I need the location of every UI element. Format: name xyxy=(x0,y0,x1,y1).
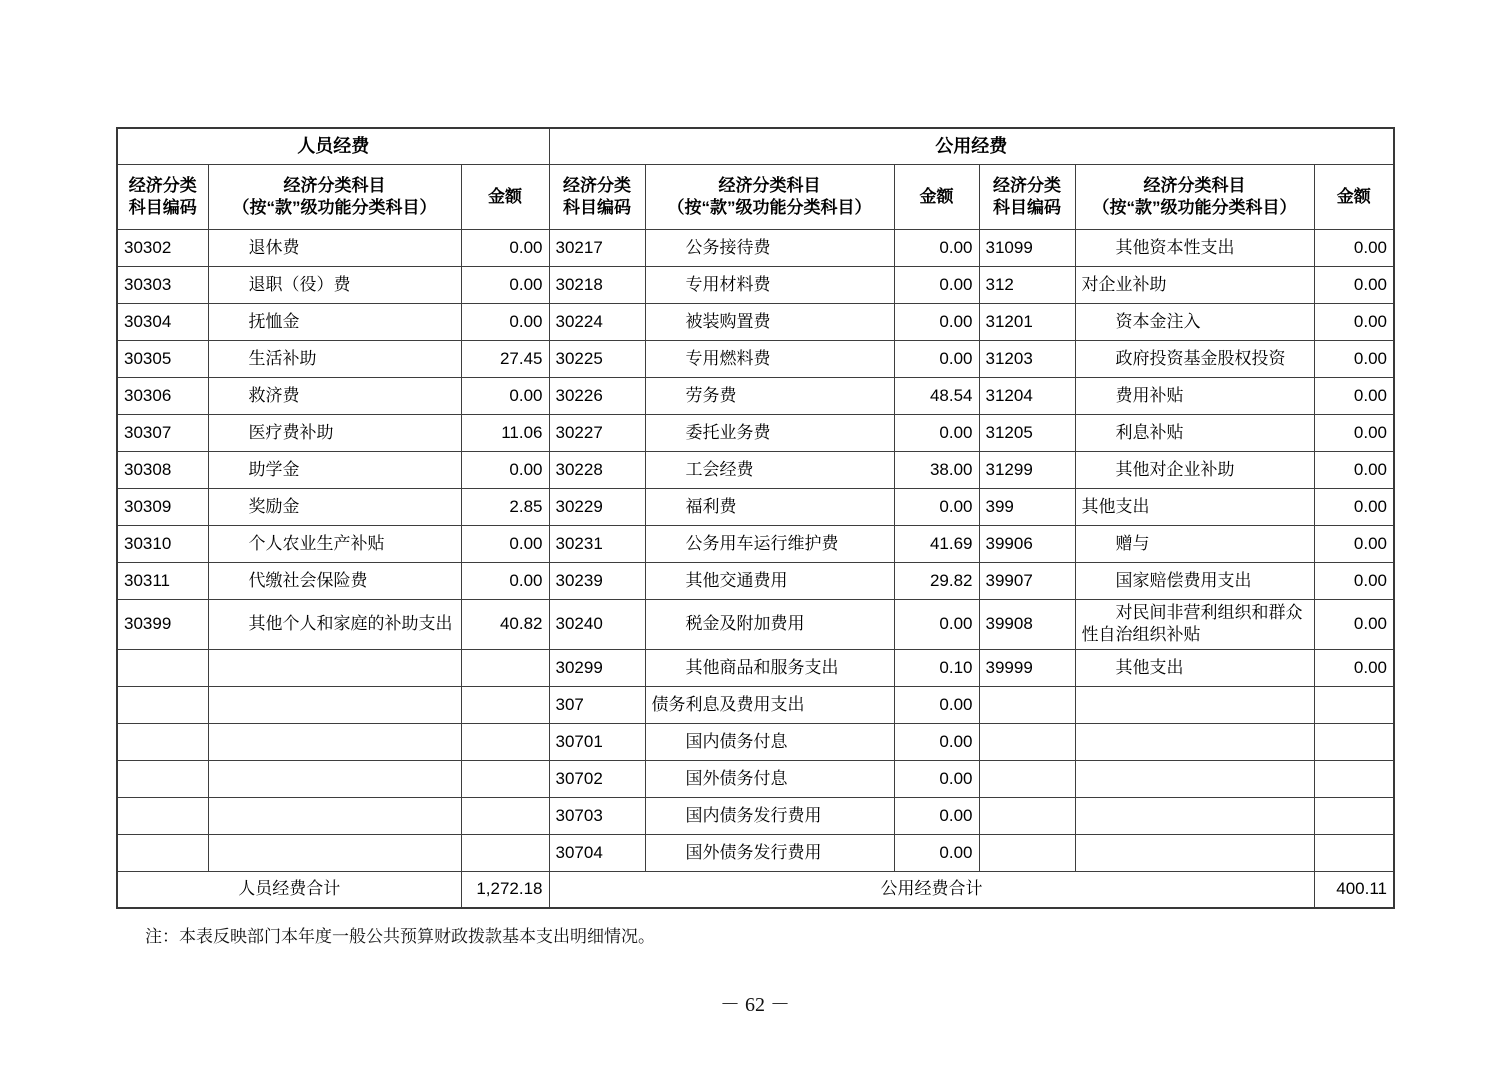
cell-subject: 救济费 xyxy=(208,377,461,414)
cell-code: 31099 xyxy=(979,229,1075,266)
cell-amount: 0.00 xyxy=(1314,340,1394,377)
cell-code: 30224 xyxy=(549,303,645,340)
cell-code: 30218 xyxy=(549,266,645,303)
cell-subject: 利息补贴 xyxy=(1075,414,1314,451)
cell-code: 30299 xyxy=(549,649,645,686)
cell-code: 39907 xyxy=(979,562,1075,599)
cell-subject xyxy=(1075,760,1314,797)
cell-amount: 0.00 xyxy=(1314,414,1394,451)
cell-code xyxy=(979,723,1075,760)
cell-code: 30304 xyxy=(117,303,208,340)
table-row xyxy=(117,797,1394,834)
group-header-personnel: 人员经费 xyxy=(117,128,549,164)
cell-subject xyxy=(1075,686,1314,723)
cell-subject: 退职（役）费 xyxy=(208,266,461,303)
cell-subject: 国内债务发行费用 xyxy=(645,797,894,834)
cell-code: 31299 xyxy=(979,451,1075,488)
cell-amount: 0.00 xyxy=(1314,303,1394,340)
cell-subject: 其他支出 xyxy=(1075,649,1314,686)
col-header-amount: 金额 xyxy=(894,164,979,229)
cell-amount: 40.82 xyxy=(461,599,549,649)
cell-subject: 政府投资基金股权投资 xyxy=(1075,340,1314,377)
cell-code: 30702 xyxy=(549,760,645,797)
cell-subject: 代缴社会保险费 xyxy=(208,562,461,599)
cell-amount xyxy=(1314,760,1394,797)
cell-amount: 0.00 xyxy=(894,266,979,303)
cell-code: 31201 xyxy=(979,303,1075,340)
cell-amount: 0.00 xyxy=(461,229,549,266)
table-row xyxy=(117,649,1394,686)
table-row xyxy=(117,760,1394,797)
col-header-subject-line2: （按“款”级功能分类科目） xyxy=(1092,197,1297,217)
cell-code: 30225 xyxy=(549,340,645,377)
personnel-total-amount: 1,272.18 xyxy=(461,871,549,908)
cell-amount: 0.10 xyxy=(894,649,979,686)
cell-amount xyxy=(461,797,549,834)
cell-subject: 其他个人和家庭的补助支出 xyxy=(208,599,461,649)
cell-code xyxy=(117,723,208,760)
cell-code: 30704 xyxy=(549,834,645,871)
table-row xyxy=(117,834,1394,871)
table-row xyxy=(117,229,1394,266)
cell-code: 39906 xyxy=(979,525,1075,562)
cell-amount xyxy=(461,686,549,723)
cell-amount: 0.00 xyxy=(894,686,979,723)
cell-amount: 0.00 xyxy=(1314,562,1394,599)
cell-amount: 27.45 xyxy=(461,340,549,377)
table-note: 注：本表反映部门本年度一般公共预算财政拨款基本支出明细情况。 xyxy=(145,927,655,946)
cell-subject: 债务利息及费用支出 xyxy=(645,686,894,723)
table-row xyxy=(117,686,1394,723)
cell-subject: 公务用车运行维护费 xyxy=(645,525,894,562)
cell-subject: 国家赔偿费用支出 xyxy=(1075,562,1314,599)
table-row xyxy=(117,451,1394,488)
cell-subject: 被装购置费 xyxy=(645,303,894,340)
cell-code: 30228 xyxy=(549,451,645,488)
cell-amount: 0.00 xyxy=(461,525,549,562)
col-header-subject-line2: （按“款”级功能分类科目） xyxy=(667,197,872,217)
cell-subject: 税金及附加费用 xyxy=(645,599,894,649)
cell-amount xyxy=(1314,723,1394,760)
cell-subject: 奖励金 xyxy=(208,488,461,525)
table-row xyxy=(117,377,1394,414)
cell-code: 39908 xyxy=(979,599,1075,649)
cell-code xyxy=(979,686,1075,723)
cell-code xyxy=(117,649,208,686)
cell-subject: 公务接待费 xyxy=(645,229,894,266)
cell-amount: 0.00 xyxy=(894,303,979,340)
cell-code xyxy=(979,760,1075,797)
col-header-code: 经济分类科目编码 xyxy=(979,164,1075,229)
table-row xyxy=(117,414,1394,451)
cell-subject: 其他对企业补助 xyxy=(1075,451,1314,488)
cell-amount: 0.00 xyxy=(1314,649,1394,686)
cell-amount xyxy=(461,723,549,760)
cell-subject xyxy=(208,649,461,686)
cell-amount: 0.00 xyxy=(1314,266,1394,303)
table-row xyxy=(117,303,1394,340)
col-header-subject xyxy=(208,164,461,229)
cell-code: 30231 xyxy=(549,525,645,562)
cell-amount xyxy=(461,649,549,686)
public-total-amount: 400.11 xyxy=(1314,871,1394,908)
cell-amount: 2.85 xyxy=(461,488,549,525)
cell-amount: 41.69 xyxy=(894,525,979,562)
cell-code: 30399 xyxy=(117,599,208,649)
cell-subject xyxy=(208,834,461,871)
cell-code: 307 xyxy=(549,686,645,723)
cell-subject xyxy=(208,723,461,760)
cell-amount: 29.82 xyxy=(894,562,979,599)
cell-code: 30311 xyxy=(117,562,208,599)
cell-subject: 国内债务付息 xyxy=(645,723,894,760)
cell-code: 30703 xyxy=(549,797,645,834)
cell-amount: 0.00 xyxy=(894,414,979,451)
col-header-subject xyxy=(645,164,894,229)
cell-subject xyxy=(208,686,461,723)
cell-code: 31204 xyxy=(979,377,1075,414)
cell-subject: 其他支出 xyxy=(1075,488,1314,525)
cell-code: 30308 xyxy=(117,451,208,488)
cell-amount xyxy=(1314,834,1394,871)
cell-code xyxy=(979,797,1075,834)
table-row xyxy=(117,525,1394,562)
cell-amount: 0.00 xyxy=(1314,451,1394,488)
cell-code: 30229 xyxy=(549,488,645,525)
cell-amount xyxy=(461,760,549,797)
cell-subject: 国外债务付息 xyxy=(645,760,894,797)
table-row xyxy=(117,599,1394,649)
cell-subject: 其他交通费用 xyxy=(645,562,894,599)
cell-subject: 专用材料费 xyxy=(645,266,894,303)
cell-subject xyxy=(1075,834,1314,871)
cell-code xyxy=(117,760,208,797)
cell-code: 30309 xyxy=(117,488,208,525)
cell-amount: 0.00 xyxy=(1314,599,1394,649)
cell-amount xyxy=(461,834,549,871)
public-total-label: 公用经费合计 xyxy=(549,871,1314,908)
group-header-row xyxy=(117,128,1394,164)
cell-subject: 费用补贴 xyxy=(1075,377,1314,414)
col-header-amount: 金额 xyxy=(1314,164,1394,229)
table-row xyxy=(117,340,1394,377)
cell-code: 31205 xyxy=(979,414,1075,451)
cell-amount xyxy=(1314,686,1394,723)
cell-amount: 0.00 xyxy=(1314,525,1394,562)
cell-amount: 48.54 xyxy=(894,377,979,414)
cell-code: 30239 xyxy=(549,562,645,599)
cell-subject xyxy=(208,760,461,797)
cell-amount: 0.00 xyxy=(894,340,979,377)
cell-code xyxy=(117,834,208,871)
cell-code: 30303 xyxy=(117,266,208,303)
cell-subject: 资本金注入 xyxy=(1075,303,1314,340)
cell-amount: 38.00 xyxy=(894,451,979,488)
cell-subject xyxy=(208,797,461,834)
cell-amount xyxy=(1314,797,1394,834)
totals-row xyxy=(117,871,1394,908)
cell-amount: 0.00 xyxy=(461,266,549,303)
cell-amount: 0.00 xyxy=(1314,488,1394,525)
cell-subject: 委托业务费 xyxy=(645,414,894,451)
cell-subject: 专用燃料费 xyxy=(645,340,894,377)
col-header-subject-line1: 经济分类科目 xyxy=(283,175,386,195)
cell-subject: 对民间非营利组织和群众性自治组织补贴 xyxy=(1075,599,1314,649)
cell-code: 30226 xyxy=(549,377,645,414)
cell-subject: 国外债务发行费用 xyxy=(645,834,894,871)
cell-code: 30306 xyxy=(117,377,208,414)
cell-code xyxy=(979,834,1075,871)
cell-amount: 0.00 xyxy=(894,599,979,649)
cell-amount: 0.00 xyxy=(461,303,549,340)
col-header-subject-line2: （按“款”级功能分类科目） xyxy=(232,197,437,217)
cell-subject: 退休费 xyxy=(208,229,461,266)
table-row xyxy=(117,562,1394,599)
column-header-row xyxy=(117,164,1394,229)
cell-subject: 工会经费 xyxy=(645,451,894,488)
basic-expenditure-table xyxy=(116,127,1395,909)
cell-subject: 对企业补助 xyxy=(1075,266,1314,303)
col-header-subject-line1: 经济分类科目 xyxy=(1143,175,1246,195)
cell-code: 30240 xyxy=(549,599,645,649)
cell-subject xyxy=(1075,723,1314,760)
cell-code xyxy=(117,797,208,834)
cell-subject: 其他商品和服务支出 xyxy=(645,649,894,686)
cell-amount: 0.00 xyxy=(461,451,549,488)
cell-code: 30701 xyxy=(549,723,645,760)
col-header-subject-line1: 经济分类科目 xyxy=(718,175,821,195)
cell-subject: 生活补助 xyxy=(208,340,461,377)
col-header-subject xyxy=(1075,164,1314,229)
col-header-code: 经济分类科目编码 xyxy=(549,164,645,229)
cell-amount: 0.00 xyxy=(1314,377,1394,414)
cell-code: 30307 xyxy=(117,414,208,451)
cell-code: 399 xyxy=(979,488,1075,525)
cell-subject: 劳务费 xyxy=(645,377,894,414)
cell-amount: 0.00 xyxy=(894,760,979,797)
cell-amount: 11.06 xyxy=(461,414,549,451)
cell-amount: 0.00 xyxy=(894,797,979,834)
cell-subject: 抚恤金 xyxy=(208,303,461,340)
page-number: － 62 － xyxy=(720,994,790,1016)
cell-subject: 赠与 xyxy=(1075,525,1314,562)
cell-amount: 0.00 xyxy=(461,377,549,414)
table-row xyxy=(117,266,1394,303)
cell-code: 30310 xyxy=(117,525,208,562)
cell-code: 312 xyxy=(979,266,1075,303)
cell-code: 31203 xyxy=(979,340,1075,377)
cell-code: 39999 xyxy=(979,649,1075,686)
group-header-public: 公用经费 xyxy=(549,128,1394,164)
table-row xyxy=(117,723,1394,760)
cell-amount: 0.00 xyxy=(461,562,549,599)
cell-subject: 助学金 xyxy=(208,451,461,488)
personnel-total-label: 人员经费合计 xyxy=(117,871,461,908)
cell-subject: 个人农业生产补贴 xyxy=(208,525,461,562)
cell-amount: 0.00 xyxy=(894,229,979,266)
cell-subject: 医疗费补助 xyxy=(208,414,461,451)
cell-amount: 0.00 xyxy=(894,723,979,760)
cell-code: 30302 xyxy=(117,229,208,266)
cell-code xyxy=(117,686,208,723)
cell-subject xyxy=(1075,797,1314,834)
col-header-code: 经济分类科目编码 xyxy=(117,164,208,229)
table-row xyxy=(117,488,1394,525)
cell-code: 30217 xyxy=(549,229,645,266)
cell-subject: 其他资本性支出 xyxy=(1075,229,1314,266)
cell-code: 30227 xyxy=(549,414,645,451)
col-header-amount: 金额 xyxy=(461,164,549,229)
cell-subject: 福利费 xyxy=(645,488,894,525)
cell-amount: 0.00 xyxy=(894,488,979,525)
cell-code: 30305 xyxy=(117,340,208,377)
cell-amount: 0.00 xyxy=(1314,229,1394,266)
cell-amount: 0.00 xyxy=(894,834,979,871)
